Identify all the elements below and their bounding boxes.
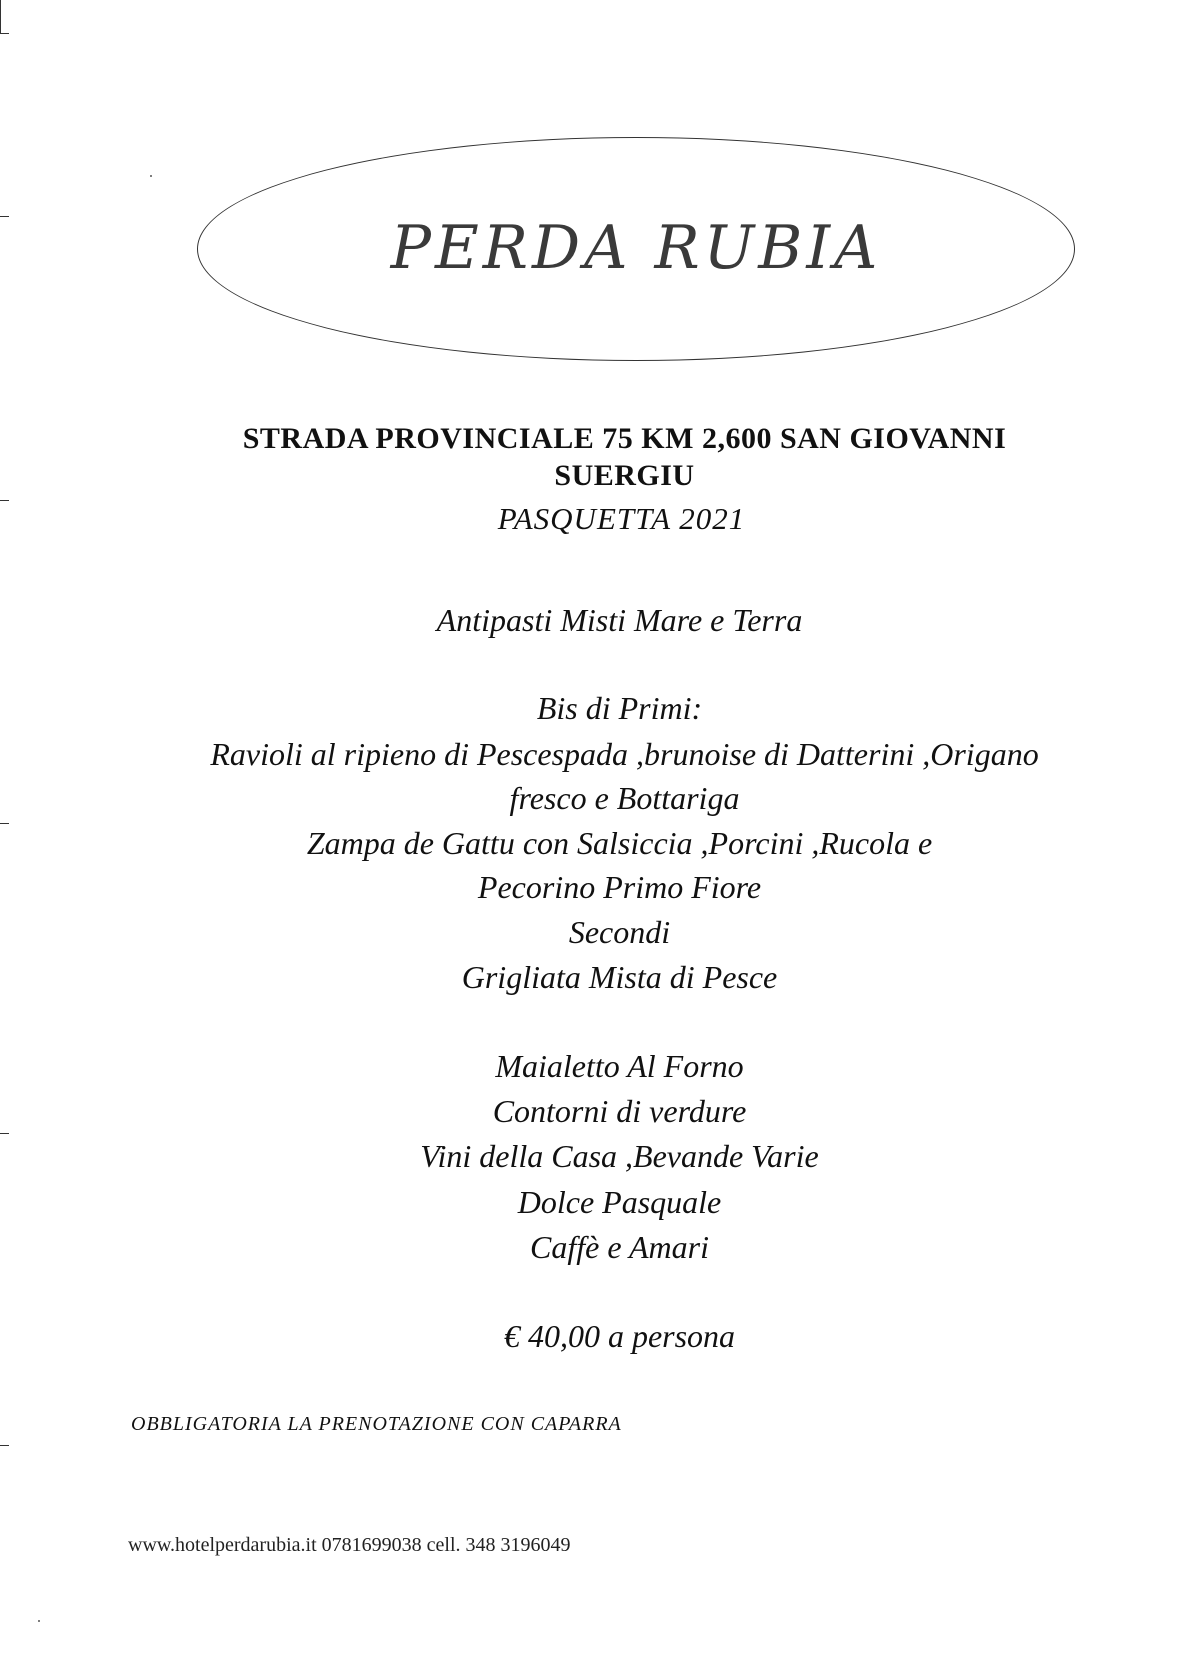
scan-edge-mark [0, 0, 1, 34]
menu-primi-heading: Bis di Primi: [536, 690, 703, 726]
menu-vini: Vini della Casa ,Bevande Varie [420, 1138, 819, 1174]
scan-edge-mark [0, 823, 9, 824]
scan-edge-mark [0, 1445, 9, 1446]
menu-secondi-line: Grigliata Mista di Pesce [461, 959, 778, 995]
menu-primi-line: Pecorino Primo Fiore [477, 869, 762, 905]
menu-antipasti: Antipasti Misti Mare e Terra [436, 602, 803, 638]
address-line-1: STRADA PROVINCIALE 75 KM 2,600 SAN GIOVANNI [242, 422, 1007, 455]
menu-secondi-line: Maialetto Al Forno [495, 1048, 744, 1084]
event-title: PASQUETTA 2021 [497, 501, 746, 536]
menu-secondi-heading: Secondi [568, 914, 671, 950]
scan-edge-mark [0, 1133, 9, 1134]
menu-primi-line: fresco e Bottariga [509, 780, 740, 816]
menu-caffe: Caffè e Amari [530, 1229, 709, 1265]
scan-edge-mark [0, 216, 9, 217]
menu-primi-line: Zampa de Gattu con Salsiccia ,Porcini ,Rucola e [306, 825, 933, 861]
logo-title: PERDA RUBIA [390, 213, 882, 283]
menu-price: € 40,00 a persona [503, 1318, 736, 1354]
scan-speck [38, 1620, 40, 1622]
footer-contacts: www.hotelperdarubia.it 0781699038 cell. 348 3196049 [128, 1534, 571, 1556]
menu-contorni: Contorni di verdure [492, 1093, 747, 1129]
scan-edge-mark [0, 33, 9, 34]
menu-primi-line: Ravioli al ripieno di Pescespada ,brunoise di Datterini ,Origano [210, 736, 1039, 772]
address-line-2: SUERGIU [554, 459, 695, 492]
booking-disclaimer: OBBLIGATORIA LA PRENOTAZIONE CON CAPARRA [131, 1413, 622, 1435]
scan-speck [150, 175, 152, 177]
menu-dolce: Dolce Pasquale [517, 1184, 722, 1220]
scan-edge-mark [0, 500, 9, 501]
